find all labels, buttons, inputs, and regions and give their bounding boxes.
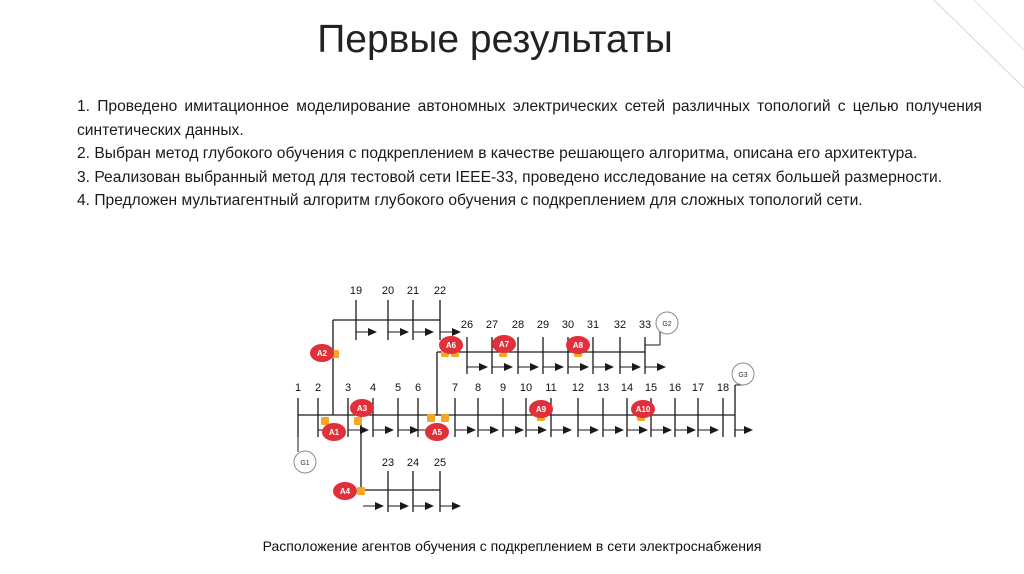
main-load-arrow-9: [515, 426, 524, 434]
branch-bottom-arrow-2: [425, 502, 434, 510]
branch-mid-arrow-8: [657, 363, 666, 371]
branch-mid-label-8: 33: [638, 319, 652, 331]
main-load-arrow-17: [710, 426, 719, 434]
agent-a5-label: A5: [431, 428, 443, 437]
main-bus-label-7: 7: [451, 382, 459, 394]
main-load-arrow-14: [639, 426, 648, 434]
main-bus-label-17: 17: [691, 382, 705, 394]
main-load-arrow-11: [563, 426, 572, 434]
result-item-4: 4. Предложен мультиагентный алгоритм глубокого обучения с подкреплением для сложных топологий сети.: [77, 192, 863, 209]
main-bus-label-15: 15: [644, 382, 658, 394]
branch-top-label-3: 21: [406, 285, 420, 297]
branch-mid-label-2: 27: [485, 319, 499, 331]
main-load-arrow-12: [590, 426, 599, 434]
result-item-3: 3. Реализован выбранный метод для тестовой сети IEEE-33, проведено исследование на сетях большей размерности.: [77, 168, 943, 186]
result-item-2: 2. Выбран метод глубокого обучения с подкреплением в качестве решающего алгоритма, описана его архитектура.: [77, 145, 918, 162]
main-load-arrow-4: [385, 426, 394, 434]
branch-bottom-arrow-3: [452, 502, 461, 510]
agent-a7-label: A7: [498, 340, 510, 349]
main-load-arrow-10: [538, 426, 547, 434]
main-bus-label-8: 8: [474, 382, 482, 394]
diagram-caption: Расположение агентов обучения с подкреплением в сети электроснабжения: [262, 538, 762, 554]
switch-3: [354, 417, 362, 425]
agent-a2-label: A2: [316, 349, 328, 358]
branch-top-arrow-1: [368, 328, 377, 336]
branch-bottom-arrow-1: [400, 502, 409, 510]
branch-mid-arrow-1: [479, 363, 488, 371]
branch-mid-arrow-4: [555, 363, 564, 371]
generator-g3-label: G3: [738, 372, 748, 379]
main-bus-label-4: 4: [369, 382, 377, 394]
main-load-arrow-15: [663, 426, 672, 434]
branch-bottom-label-1: 23: [381, 457, 395, 469]
branch-bottom-label-3: 25: [433, 457, 447, 469]
ieee33-network-diagram: [0, 270, 1024, 535]
main-bus-label-3: 3: [344, 382, 352, 394]
agent-a6-label: A6: [445, 341, 457, 350]
branch-bottom-label-2: 24: [406, 457, 420, 469]
main-bus-label-12: 12: [571, 382, 585, 394]
main-bus-label-5: 5: [394, 382, 402, 394]
branch-top-arrow-2: [400, 328, 409, 336]
main-bus-label-11: 11: [545, 382, 557, 394]
switch-5: [441, 414, 449, 422]
results-list: [77, 95, 982, 213]
main-bus-label-6: 6: [414, 382, 422, 394]
main-bus-label-9: 9: [499, 382, 507, 394]
agent-a4-label: A4: [339, 487, 351, 496]
branch-mid-arrow-2: [504, 363, 513, 371]
branch-top-label-1: 19: [349, 285, 363, 297]
switch-4: [427, 414, 435, 422]
main-load-arrow-8: [490, 426, 499, 434]
main-load-arrow-end: [744, 426, 753, 434]
branch-mid-arrow-7: [632, 363, 641, 371]
branch-top-label-2: 20: [381, 285, 395, 297]
branch-mid-label-1: 26: [460, 319, 474, 331]
slide-title: Первые результаты: [317, 18, 673, 61]
main-load-arrow-13: [615, 426, 624, 434]
branch-mid-label-3: 28: [511, 319, 525, 331]
main-bus-label-10: 10: [519, 382, 533, 394]
main-load-arrow-16: [687, 426, 696, 434]
main-bus-label-13: 13: [596, 382, 610, 394]
main-bus-label-18: 18: [716, 382, 730, 394]
branch-mid-label-4: 29: [536, 319, 550, 331]
branch-top-label-4: 22: [433, 285, 447, 297]
branch-top-arrow-3: [425, 328, 434, 336]
branch-bottom-arrow-0: [375, 502, 384, 510]
agent-a3-label: A3: [356, 404, 368, 413]
branch-top-arrow-4: [452, 328, 461, 336]
switch-12: [357, 487, 365, 495]
branch-mid-label-5: 30: [561, 319, 575, 331]
agent-a1-label: A1: [328, 428, 340, 437]
main-bus-label-2: 2: [314, 382, 322, 394]
agent-a10-label: A10: [635, 405, 651, 414]
agent-a8-label: A8: [572, 341, 584, 350]
branch-mid-label-6: 31: [586, 319, 600, 331]
branch-mid-arrow-5: [580, 363, 589, 371]
branch-mid-label-7: 32: [613, 319, 627, 331]
agent-a9-label: A9: [535, 405, 547, 414]
result-item-1: 1. Проведено имитационное моделирование автономных электрических сетей различных топологий с целью получения синтетических данных.: [77, 98, 982, 139]
main-load-arrow-7: [467, 426, 476, 434]
main-bus-label-1: 1: [294, 382, 302, 394]
generator-g2-label: G2: [662, 321, 672, 328]
generator-g1-label: G1: [300, 460, 310, 467]
branch-mid-arrow-6: [605, 363, 614, 371]
main-bus-label-16: 16: [668, 382, 682, 394]
branch-mid-arrow-3: [530, 363, 539, 371]
switch-2: [321, 417, 329, 425]
main-bus-label-14: 14: [620, 382, 634, 394]
